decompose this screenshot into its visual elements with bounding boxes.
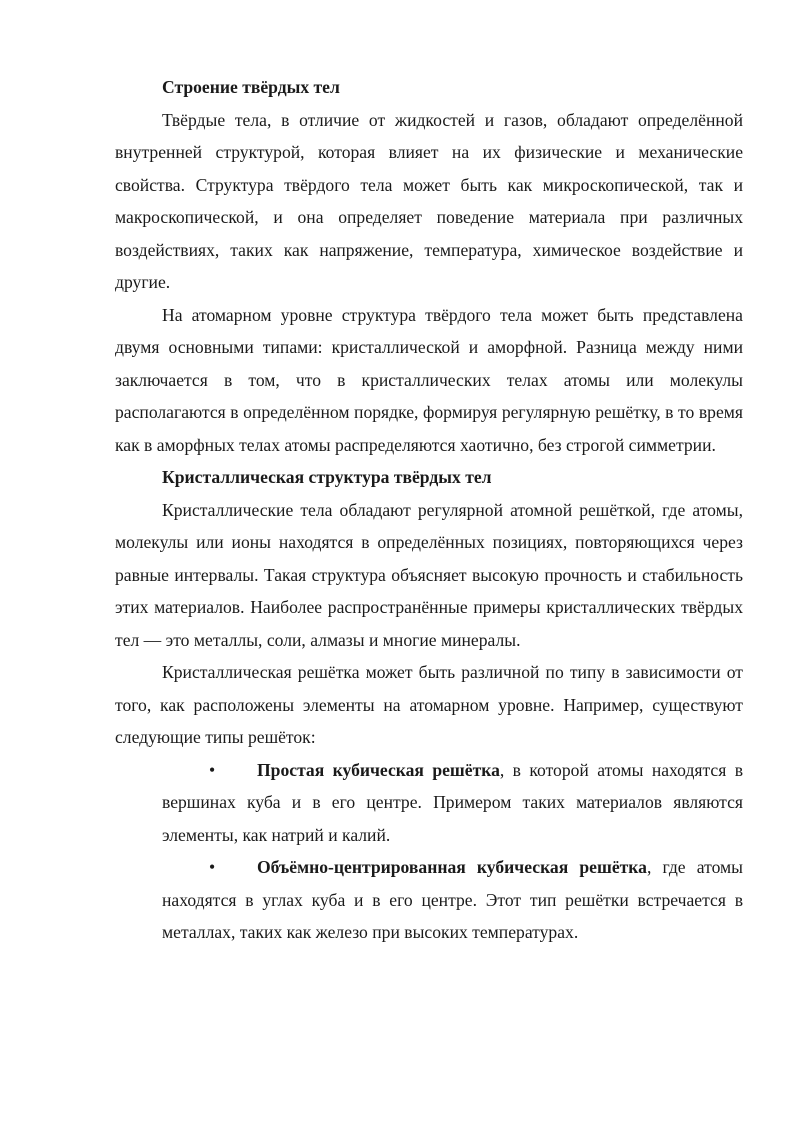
paragraph-solids-intro: Твёрдые тела, в отличие от жидкостей и газов, обладают определённой внутренней структурой, которая влияет на их физические и механические свойства. Структура твёрдого тела может быть как микроскопической, так и макроскопической, и она определяет поведение материала при различных воздействиях, таких как напряжение, температура, химическое воздействие и другие. <box>115 109 743 292</box>
section-heading-crystal-structure: Кристаллическая структура твёрдых тел <box>162 467 492 487</box>
description-bcc: , где атомы находятся в углах куба и в его центре. Этот тип решётки встречается в металлах, таких как железо при высоких температурах. <box>162 857 743 942</box>
paragraph-lattice-types: Кристаллическая решётка может быть различной по типу в зависимости от того, как расположены элементы на атомарном уровне. Например, существуют следующие типы решёток: <box>115 662 743 747</box>
bullet-marker: • <box>209 857 216 877</box>
paragraph-crystal-bodies: Кристаллические тела обладают регулярной атомной решёткой, где атомы, молекулы или ионы находятся в определённых позициях, повторяющихся через равные интервалы. Такая структура объясняет высокую прочность и стабильность этих материалов. Наиболее распространённые примеры кристаллических твёрдых тел — это металлы, соли, алмазы и многие минералы. <box>115 499 743 650</box>
list-item-simple-cubic <box>162 754 743 852</box>
list-item-bcc <box>162 851 743 949</box>
paragraph-atomic-level: На атомарном уровне структура твёрдого тела может быть представлена двумя основными типами: кристаллической и аморфной. Разница между ними заключается в том, что в кристаллических телах атомы или молекулы располагаются в определённом порядке, формируя регулярную решётку, в то время как в аморфных телах атомы распределяются хаотично, без строгой симметрии. <box>115 304 743 455</box>
document-body <box>115 71 743 949</box>
term-simple-cubic: Простая кубическая решётка <box>257 759 500 780</box>
description-simple-cubic: , в которой атомы находятся в вершинах куба и в его центре. Примером таких материалов являются элементы, как натрий и калий. <box>162 759 743 845</box>
term-bcc: Объёмно-центрированная кубическая решётка <box>257 857 647 877</box>
bullet-marker: • <box>209 759 216 780</box>
section-heading-solid-structure: Строение твёрдых тел <box>162 77 340 97</box>
lattice-types-list <box>115 754 743 949</box>
